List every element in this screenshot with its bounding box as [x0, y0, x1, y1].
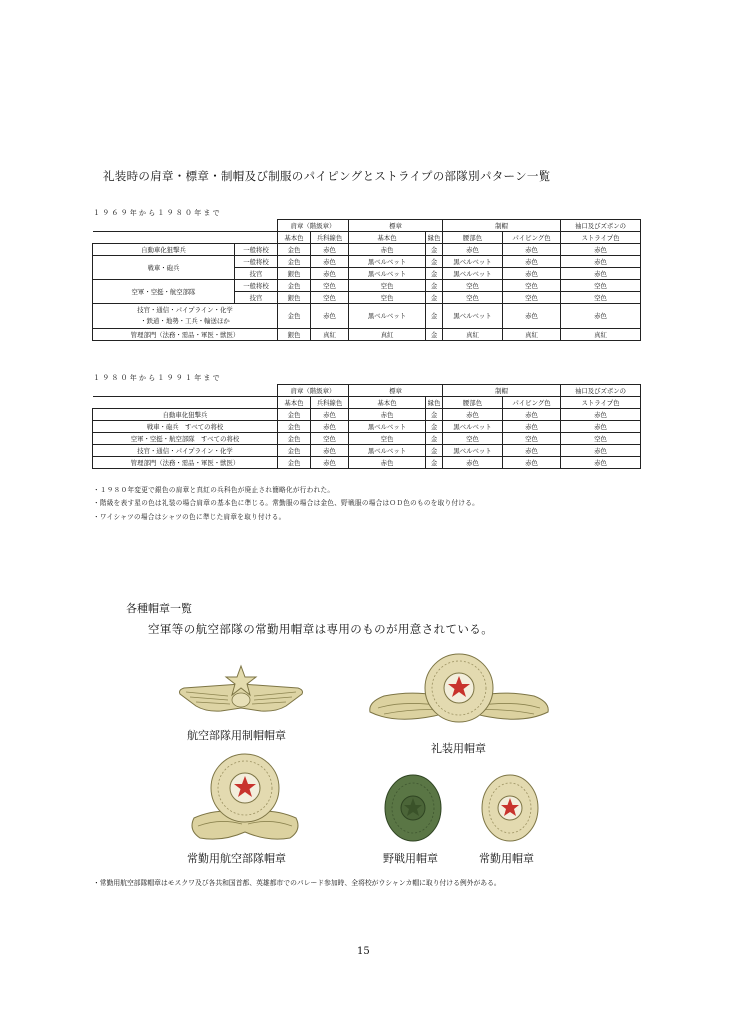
- color-cell: 空色: [311, 292, 349, 304]
- color-cell: 赤色: [349, 409, 426, 421]
- dress-cap-badge-icon: [364, 652, 554, 732]
- daily-cap-badge-icon: [480, 773, 540, 843]
- caption-daily: 常勤用帽章: [479, 852, 534, 865]
- color-cell: 黒ベルベット: [349, 421, 426, 433]
- color-cell: 空色: [503, 433, 561, 445]
- color-cell: 赤色: [311, 256, 349, 268]
- header-branch: 兵科線色: [311, 397, 349, 409]
- color-cell: 金色: [278, 421, 311, 433]
- color-cell: 空色: [443, 292, 503, 304]
- color-cell: 空色: [443, 280, 503, 292]
- table-row: [93, 421, 641, 433]
- color-cell: 銀色: [278, 329, 311, 341]
- color-cell: 真紅: [311, 329, 349, 341]
- note-3: ・ワイシャツの場合はシャツの色に準じた肩章を取り付ける。: [93, 513, 286, 521]
- color-cell: 金: [426, 268, 443, 280]
- color-cell: 赤色: [561, 457, 641, 469]
- color-cell: 黒ベルベット: [349, 304, 426, 329]
- unit-cell: 自動車化狙撃兵: [93, 244, 235, 256]
- caption-aviation-daily: 常勤用航空部隊帽章: [187, 852, 286, 865]
- color-cell: 黒ベルベット: [443, 421, 503, 433]
- unit-cell: 管理部門（法務・需品・軍医・獣医）: [93, 457, 278, 469]
- page-number: 15: [357, 946, 370, 957]
- color-cell: 金色: [278, 280, 311, 292]
- unit-cell: 自動車化狙撃兵: [93, 409, 278, 421]
- page-title: 礼装時の肩章・標章・制帽及び制服のパイピングとストライプの部隊別パターン一覧: [103, 169, 551, 183]
- table-row: [93, 304, 641, 329]
- header-base: 基本色: [278, 232, 311, 244]
- unit-cell: [93, 304, 278, 329]
- color-cell: 金: [426, 421, 443, 433]
- unit-cell: 戦車・砲兵 すべての将校: [93, 421, 278, 433]
- color-cell: 赤色: [311, 268, 349, 280]
- color-cell: 空色: [349, 433, 426, 445]
- color-cell: 金色: [278, 457, 311, 469]
- table-row: [93, 256, 641, 268]
- color-cell: 金色: [278, 244, 311, 256]
- color-cell: 赤色: [503, 268, 561, 280]
- field-cap-badge-icon: [383, 773, 443, 843]
- header-cuff2: ストライプ色: [561, 397, 641, 409]
- color-cell: 空色: [503, 280, 561, 292]
- color-cell: 金: [426, 280, 443, 292]
- color-cell: 空色: [561, 292, 641, 304]
- header-cap: 制帽: [443, 385, 561, 397]
- color-cell: 赤色: [503, 457, 561, 469]
- pattern-table-1969: [92, 219, 641, 341]
- color-cell: 金: [426, 329, 443, 341]
- rank-cell: 技官: [235, 268, 278, 280]
- color-cell: 赤色: [443, 409, 503, 421]
- color-cell: 赤色: [503, 256, 561, 268]
- header-edge: 縁色: [426, 397, 443, 409]
- color-cell: 黒ベルベット: [443, 304, 503, 329]
- color-cell: 金: [426, 409, 443, 421]
- color-cell: 赤色: [561, 445, 641, 457]
- color-cell: 金: [426, 244, 443, 256]
- unit-line-2: ・鉄道・地勢・工兵・輸送ほか: [140, 317, 230, 325]
- color-cell: 真紅: [349, 329, 426, 341]
- aviation-cap-badge-icon: [176, 662, 306, 722]
- caption-dress: 礼装用帽章: [431, 742, 486, 755]
- color-cell: 黒ベルベット: [443, 256, 503, 268]
- unit-line-1: 技官・通信・パイプライン・化学: [137, 306, 233, 314]
- color-cell: 赤色: [503, 445, 561, 457]
- color-cell: 黒ベルベット: [349, 256, 426, 268]
- color-cell: 金: [426, 292, 443, 304]
- color-cell: 赤色: [561, 421, 641, 433]
- table-row: [93, 244, 641, 256]
- color-cell: 空色: [349, 292, 426, 304]
- color-cell: 赤色: [561, 304, 641, 329]
- color-cell: 真紅: [443, 329, 503, 341]
- table-row: [93, 433, 641, 445]
- header-cuff: 袖口及びズボンの: [561, 220, 641, 232]
- color-cell: 赤色: [311, 445, 349, 457]
- caption-field: 野戦用帽章: [383, 852, 438, 865]
- table-row: [93, 329, 641, 341]
- header-band: 腰部色: [443, 232, 503, 244]
- header-shoulder: 肩章（階級章）: [278, 220, 349, 232]
- table-row: [93, 409, 641, 421]
- caption-aviation-service: 航空部隊用制帽帽章: [187, 729, 286, 742]
- table-row: [93, 457, 641, 469]
- header-edge: 縁色: [426, 232, 443, 244]
- header-band: 腰部色: [443, 397, 503, 409]
- color-cell: 空色: [311, 433, 349, 445]
- color-cell: 黒ベルベット: [349, 445, 426, 457]
- unit-cell: 空軍・空挺・航空部隊: [93, 280, 235, 304]
- header-cuff2: ストライプ色: [561, 232, 641, 244]
- color-cell: 赤色: [311, 457, 349, 469]
- color-cell: 赤色: [349, 457, 426, 469]
- color-cell: 金: [426, 445, 443, 457]
- color-cell: 銀色: [278, 268, 311, 280]
- rank-cell: 一般将校: [235, 280, 278, 292]
- color-cell: 赤色: [561, 268, 641, 280]
- color-cell: 赤色: [503, 421, 561, 433]
- header-cap: 制帽: [443, 220, 561, 232]
- header-piping: パイピング色: [503, 232, 561, 244]
- header-base: 基本色: [349, 232, 426, 244]
- unit-cell: 戦車・砲兵: [93, 256, 235, 280]
- color-cell: 赤色: [311, 409, 349, 421]
- color-cell: 赤色: [503, 409, 561, 421]
- note-1: ・１９８０年変更で銀色の肩章と真紅の兵科色が廃止され簡略化が行われた。: [93, 486, 335, 494]
- pattern-table-1980: [92, 384, 641, 469]
- color-cell: 赤色: [443, 457, 503, 469]
- color-cell: 赤色: [561, 256, 641, 268]
- color-cell: 赤色: [311, 244, 349, 256]
- color-cell: 赤色: [561, 244, 641, 256]
- header-base: 基本色: [278, 397, 311, 409]
- color-cell: 黒ベルベット: [443, 445, 503, 457]
- color-cell: 金色: [278, 409, 311, 421]
- header-base: 基本色: [349, 397, 426, 409]
- table-row: [93, 445, 641, 457]
- aviation-daily-badge-icon: [186, 752, 304, 844]
- header-shoulder: 肩章（階級章）: [278, 385, 349, 397]
- header-branch: 兵科線色: [311, 232, 349, 244]
- color-cell: 金: [426, 256, 443, 268]
- color-cell: 赤色: [503, 244, 561, 256]
- unit-cell: 空軍・空挺・航空部隊 すべての将校: [93, 433, 278, 445]
- color-cell: 真紅: [503, 329, 561, 341]
- color-cell: 赤色: [311, 421, 349, 433]
- color-cell: 赤色: [561, 409, 641, 421]
- unit-cell: 管理部門（法務・需品・軍医・獣医）: [93, 329, 278, 341]
- period-label-1980: １９８０年から１９９１年まで: [93, 374, 222, 382]
- period-label-1969: １９６９年から１９８０年まで: [93, 209, 222, 217]
- section-title: 各種帽章一覧: [126, 602, 192, 615]
- header-emblem: 標章: [349, 385, 443, 397]
- color-cell: 金色: [278, 256, 311, 268]
- rank-cell: 技官: [235, 292, 278, 304]
- table-row: [93, 280, 641, 292]
- color-cell: 空色: [311, 280, 349, 292]
- color-cell: 銀色: [278, 292, 311, 304]
- rank-cell: 一般将校: [235, 244, 278, 256]
- color-cell: 真紅: [561, 329, 641, 341]
- header-emblem: 標章: [349, 220, 443, 232]
- color-cell: 赤色: [443, 244, 503, 256]
- color-cell: 黒ベルベット: [443, 268, 503, 280]
- color-cell: 赤色: [503, 304, 561, 329]
- color-cell: 空色: [561, 280, 641, 292]
- color-cell: 金: [426, 304, 443, 329]
- color-cell: 空色: [561, 433, 641, 445]
- color-cell: 赤色: [311, 304, 349, 329]
- color-cell: 赤色: [349, 244, 426, 256]
- color-cell: 黒ベルベット: [349, 268, 426, 280]
- color-cell: 金色: [278, 304, 311, 329]
- color-cell: 空色: [443, 433, 503, 445]
- rank-cell: 一般将校: [235, 256, 278, 268]
- section-subtitle: 空軍等の航空部隊の常勤用帽章は専用のものが用意されている。: [148, 622, 494, 636]
- note-2: ・階級を表す星の色は礼装の場合肩章の基本色に準じる。常勤服の場合は金色、野戦服の場合はＯＤ色のものを取り付ける。: [93, 499, 480, 507]
- color-cell: 空色: [349, 280, 426, 292]
- color-cell: 金色: [278, 445, 311, 457]
- color-cell: 金色: [278, 433, 311, 445]
- unit-cell: 技官・通信・パイプライン・化学: [93, 445, 278, 457]
- header-piping: パイピング色: [503, 397, 561, 409]
- color-cell: 空色: [503, 292, 561, 304]
- footnote: ・常勤用航空部隊帽章はモスクワ及び各共和国首都、英雄都市でのパレード参加時、全将校がウシャンカ帽に取り付ける例外がある。: [93, 879, 501, 887]
- header-cuff: 袖口及びズボンの: [561, 385, 641, 397]
- color-cell: 金: [426, 433, 443, 445]
- color-cell: 金: [426, 457, 443, 469]
